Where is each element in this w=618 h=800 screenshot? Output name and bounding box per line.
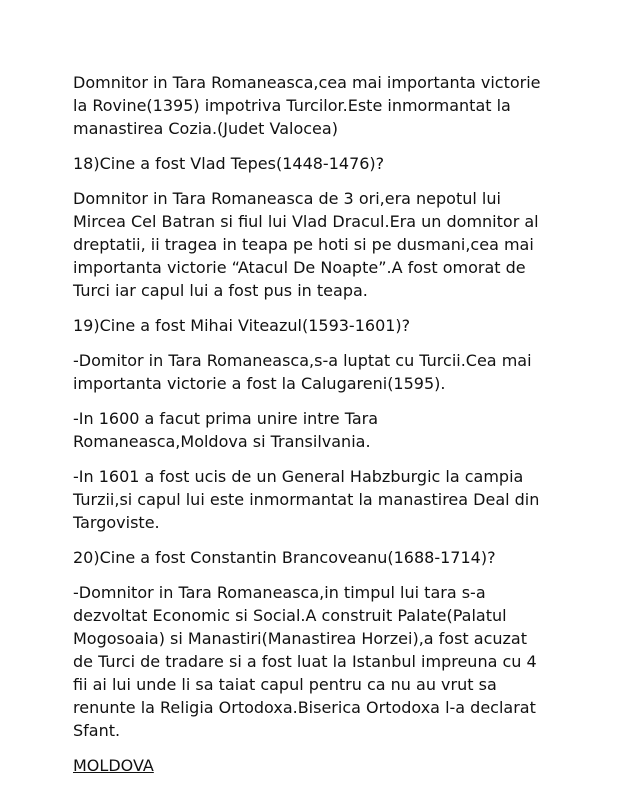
question-heading xyxy=(73,546,593,569)
text-line: -In 1601 a fost ucis de un General Habzburgic la campia xyxy=(73,467,524,486)
document-body xyxy=(73,71,593,742)
text-line: la Rovine(1395) impotriva Turcilor.Este inmormantat la xyxy=(73,96,511,115)
text-line: de Turci de tradare si a fost luat la Istanbul impreuna cu 4 xyxy=(73,652,537,671)
text-line: Domnitor in Tara Romaneasca de 3 ori,era nepotul lui xyxy=(73,189,501,208)
text-line: manastirea Cozia.(Judet Valocea) xyxy=(73,119,338,138)
text-line: dezvoltat Economic si Social.A construit Palate(Palatul xyxy=(73,606,507,625)
question-heading xyxy=(73,314,593,337)
paragraph xyxy=(73,407,593,453)
text-line: importanta victorie a fost la Calugareni(1595). xyxy=(73,374,446,393)
text-line: dreptatii, ii tragea in teapa pe hoti si pe dusmani,cea mai xyxy=(73,235,534,254)
text-line: -Domnitor in Tara Romaneasca,in timpul lui tara s-a xyxy=(73,583,486,602)
text-line: importanta victorie “Atacul De Noapte”.A fost omorat de xyxy=(73,258,526,277)
text-line: Targoviste. xyxy=(73,513,160,532)
text-line: -In 1600 a facut prima unire intre Tara xyxy=(73,409,379,428)
text-line: 18)Cine a fost Vlad Tepes(1448-1476)? xyxy=(73,154,385,173)
paragraph xyxy=(73,465,593,534)
text-line: Turzii,si capul lui este inmormantat la manastirea Deal din xyxy=(73,490,540,509)
text-line: Sfant. xyxy=(73,721,121,740)
text-line: 20)Cine a fost Constantin Brancoveanu(1688-1714)? xyxy=(73,548,496,567)
text-line: fii ai lui unde li sa taiat capul pentru ca nu au vrut sa xyxy=(73,675,497,694)
paragraph xyxy=(73,71,593,140)
text-line: renunte la Religia Ortodoxa.Biserica Ortodoxa l-a declarat xyxy=(73,698,536,717)
section-heading-moldova: MOLDOVA xyxy=(73,756,154,775)
paragraph xyxy=(73,187,593,302)
text-line: Mogosoaia) si Manastiri(Manastirea Horzei),a fost acuzat xyxy=(73,629,527,648)
text-line: Turci iar capul lui a fost pus in teapa. xyxy=(73,281,368,300)
paragraph xyxy=(73,349,593,395)
document-page xyxy=(73,71,593,789)
text-line: Romaneasca,Moldova si Transilvania. xyxy=(73,432,371,451)
text-line: Domnitor in Tara Romaneasca,cea mai importanta victorie xyxy=(73,73,541,92)
question-heading xyxy=(73,152,593,175)
text-line: Mircea Cel Batran si fiul lui Vlad Dracul.Era un domnitor al xyxy=(73,212,539,231)
text-line: -Domitor in Tara Romaneasca,s-a luptat cu Turcii.Cea mai xyxy=(73,351,532,370)
paragraph xyxy=(73,581,593,742)
text-line: 19)Cine a fost Mihai Viteazul(1593-1601)? xyxy=(73,316,411,335)
